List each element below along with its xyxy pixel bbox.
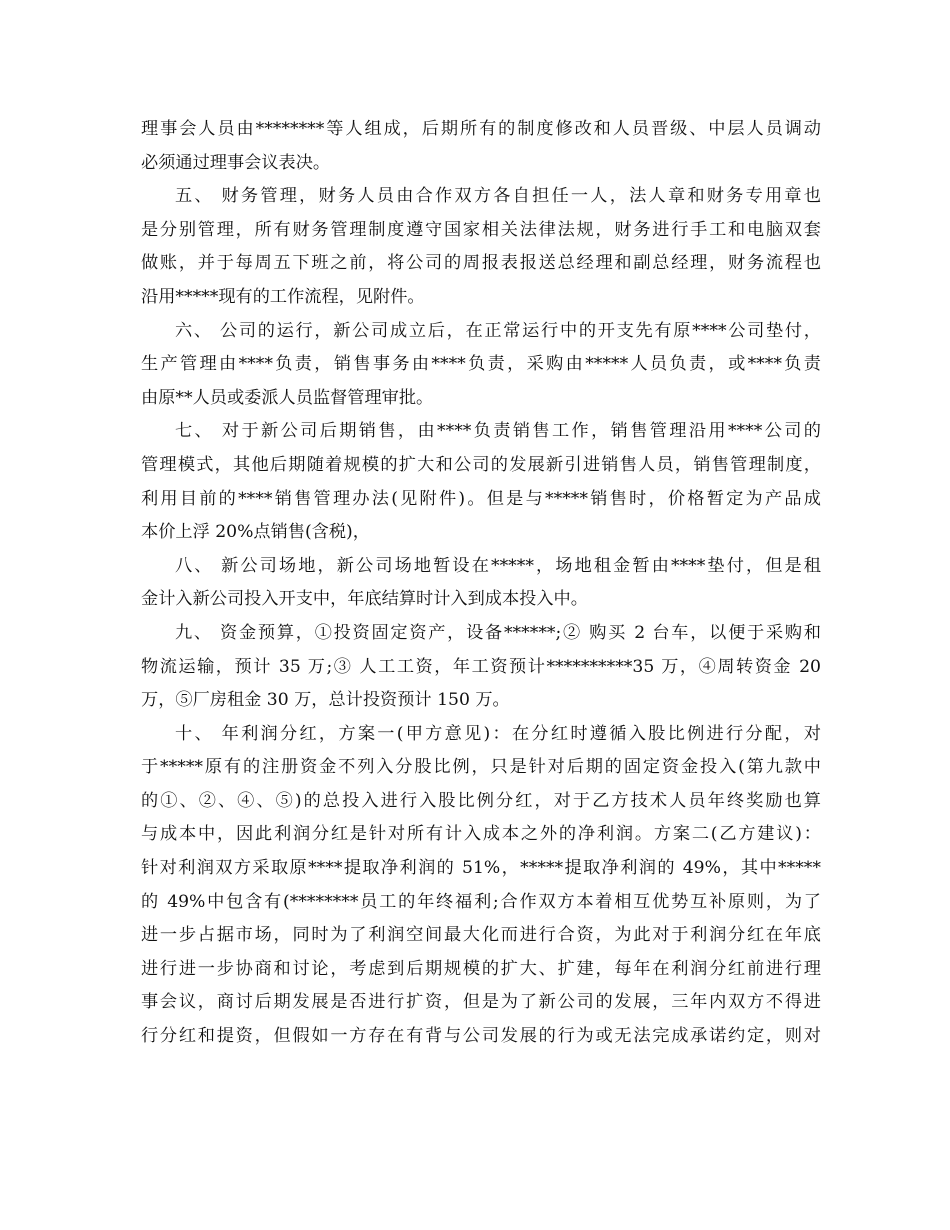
text-line: 生产管理由****负责，销售事务由****负责，采购由*****人员负责，或****负责: [141, 354, 821, 375]
text-line: 做账，并于每周五下班之前，将公司的周报表报送总经理和副总经理，财务流程也: [141, 253, 821, 274]
text-line: 由原**人员或委派人员监督管理审批。: [141, 387, 434, 408]
text-line: 九、 资金预算，①投资固定资产，设备******;② 购买 2 台车，以便于采购和: [175, 622, 821, 643]
text-line: 与成本中，因此利润分红是针对所有计入成本之外的净利润。方案二(乙方建议)：: [141, 824, 821, 845]
text-line: 于*****原有的注册资金不列入分股比例，只是针对后期的固定资金投入(第九款中: [141, 757, 821, 778]
text-line: 本价上浮 20%点销售(含税)，: [141, 522, 370, 543]
text-line: 利用目前的****销售管理办法(见附件)。但是与*****销售时，价格暂定为产品成: [141, 488, 821, 509]
text-line: 理事会人员由********等人组成，后期所有的制度修改和人员晋级、中层人员调动: [141, 119, 821, 139]
text-line: 的 49%中包含有(********员工的年终福利;合作双方本着相互优势互补原则，为了: [141, 891, 821, 912]
text-line: 必须通过理事会议表决。: [141, 152, 331, 173]
text-line: 金计入新公司投入开支中，年底结算时计入到成本投入中。: [141, 589, 588, 610]
text-line: 进行进一步协商和讨论，考虑到后期规模的扩大、扩建，每年在利润分红前进行理: [141, 958, 821, 979]
text-line: 沿用*****现有的工作流程，见附件。: [141, 286, 425, 307]
text-line: 十、 年利润分红，方案一(甲方意见)：在分红时遵循入股比例进行分配，对: [175, 723, 821, 744]
document-body: [141, 113, 821, 1054]
text-line: 七、 对于新公司后期销售，由****负责销售工作，销售管理沿用****公司的: [175, 421, 821, 442]
text-line: 是分别管理，所有财务管理制度遵守国家相关法律法规，财务进行手工和电脑双套: [141, 219, 821, 240]
text-line: 行分红和提资，但假如一方存在有背与公司发展的行为或无法完成承诺约定，则对: [141, 1026, 821, 1047]
text-line: 五、 财务管理，财务人员由合作双方各自担任一人，法人章和财务专用章也: [175, 186, 821, 207]
text-line: 八、 新公司场地，新公司场地暂设在*****，场地租金暂由****垫付，但是租: [175, 555, 821, 576]
text-line: 的①、②、④、⑤)的总投入进行入股比例分红，对于乙方技术人员年终奖励也算: [141, 790, 821, 811]
text-line: 管理模式，其他后期随着规模的扩大和公司的发展新引进销售人员，销售管理制度，: [141, 454, 821, 475]
text-line: 进一步占据市场，同时为了利润空间最大化而进行合资，为此对于利润分红在年底: [141, 925, 821, 946]
text-line: 万，⑤厂房租金 30 万，总计投资预计 150 万。: [141, 690, 510, 711]
text-line: 六、 公司的运行，新公司成立后，在正常运行中的开支先有原****公司垫付，: [175, 320, 821, 341]
text-line: 事会议，商讨后期发展是否进行扩资，但是为了新公司的发展，三年内双方不得进: [141, 992, 821, 1013]
text-line: 针对利润双方采取原****提取净利润的 51%，*****提取净利润的 49%，其中*****: [141, 858, 821, 879]
text-line: 物流运输，预计 35 万;③ 人工工资，年工资预计**********35 万，④周转资金 20: [141, 656, 821, 677]
